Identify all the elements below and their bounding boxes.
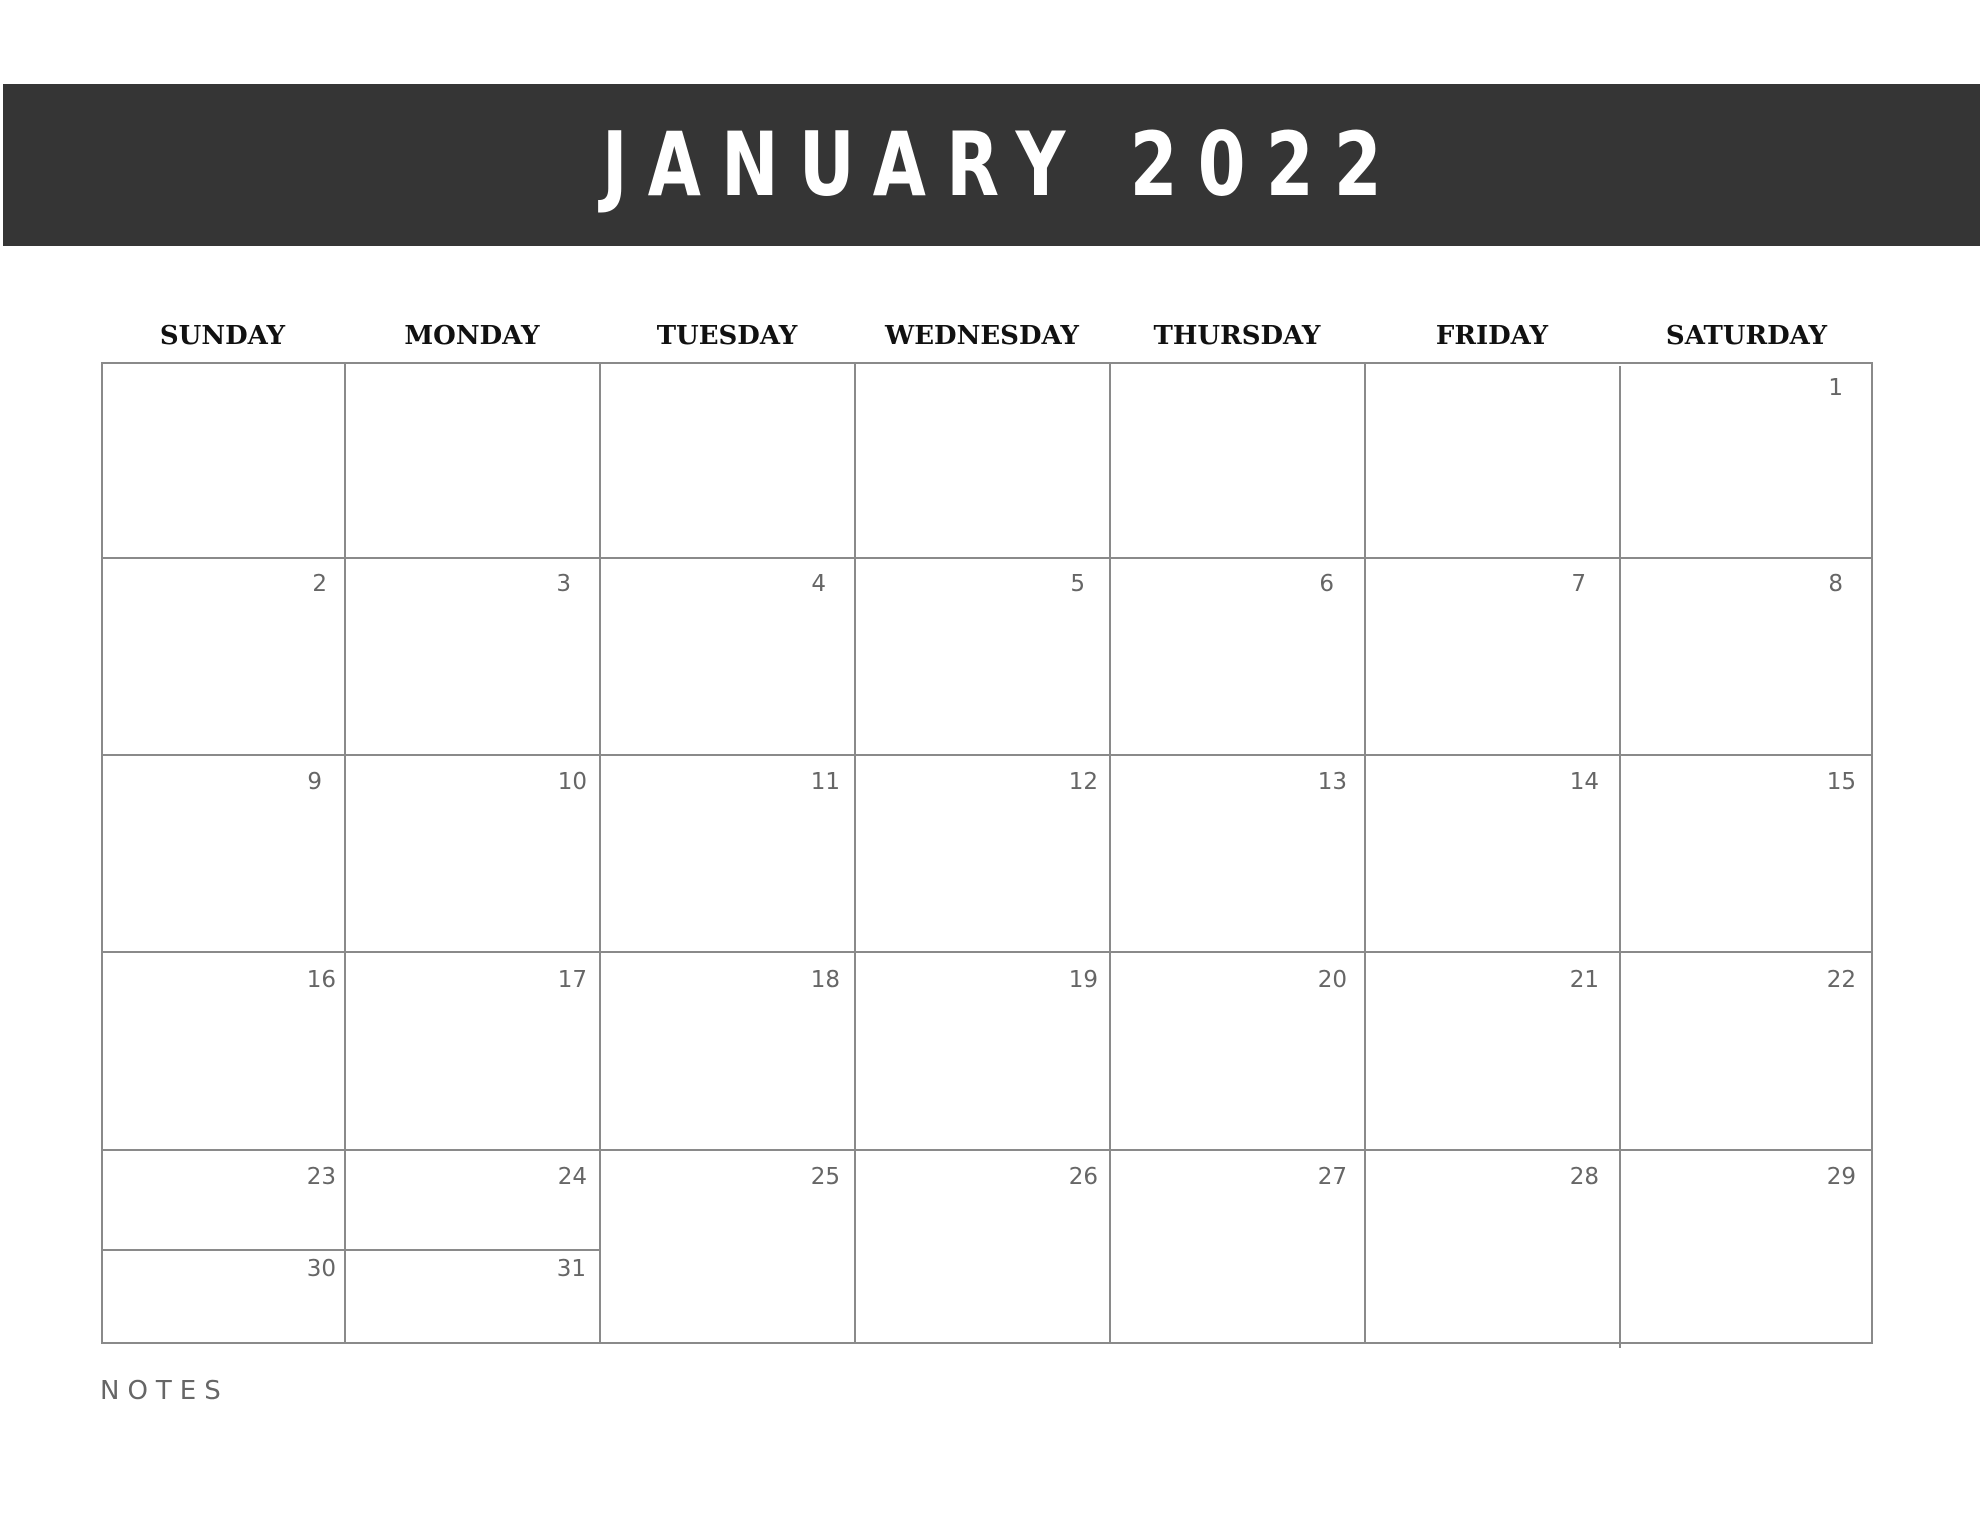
day-number: 24 [557,1164,587,1190]
grid-line [101,557,1873,559]
weekday-friday: FRIDAY [1435,321,1549,351]
day-number: 21 [1569,967,1599,993]
day-number: 4 [811,571,826,597]
day-number: 2 [312,571,327,597]
calendar-grid [101,362,1873,1344]
grid-line [344,362,346,1344]
day-number: 9 [307,769,322,795]
day-number: 3 [556,571,571,597]
day-number: 27 [1317,1164,1347,1190]
weekday-monday: MONDAY [404,321,540,351]
day-number: 19 [1068,967,1098,993]
weekday-tuesday: TUESDAY [656,321,798,351]
grid-line [1619,366,1621,1348]
day-number: 5 [1070,571,1085,597]
day-number: 22 [1826,967,1856,993]
day-number: 25 [810,1164,840,1190]
day-number: 30 [306,1256,336,1282]
grid-line [101,951,1873,953]
day-number: 13 [1317,769,1347,795]
weekday-thursday: THURSDAY [1153,321,1321,351]
day-number: 15 [1826,769,1856,795]
day-number: 29 [1826,1164,1856,1190]
day-number: 16 [306,967,336,993]
day-number: 7 [1571,571,1586,597]
grid-line [1109,362,1111,1344]
day-number: 11 [810,769,840,795]
month-title: JANUARY 2022 [601,113,1402,216]
day-number: 28 [1569,1164,1599,1190]
day-number: 8 [1828,571,1843,597]
day-number: 20 [1317,967,1347,993]
weekday-sunday: SUNDAY [159,321,286,351]
grid-line [1364,362,1366,1344]
day-number: 14 [1569,769,1599,795]
weekday-saturday: SATURDAY [1665,321,1828,351]
grid-line [101,754,1873,756]
day-number: 1 [1828,375,1843,401]
day-number: 12 [1068,769,1098,795]
grid-line [101,1249,600,1251]
day-number: 6 [1319,571,1334,597]
notes-label: NOTES [100,1376,229,1406]
grid-line [599,362,601,1344]
grid-line [101,1149,1873,1151]
day-number: 10 [557,769,587,795]
day-number: 26 [1068,1164,1098,1190]
grid-line [854,362,856,1344]
weekday-wednesday: WEDNESDAY [885,321,1079,351]
day-number: 23 [306,1164,336,1190]
month-banner [3,84,1980,246]
day-number: 18 [810,967,840,993]
day-number: 31 [556,1256,586,1282]
day-number: 17 [557,967,587,993]
